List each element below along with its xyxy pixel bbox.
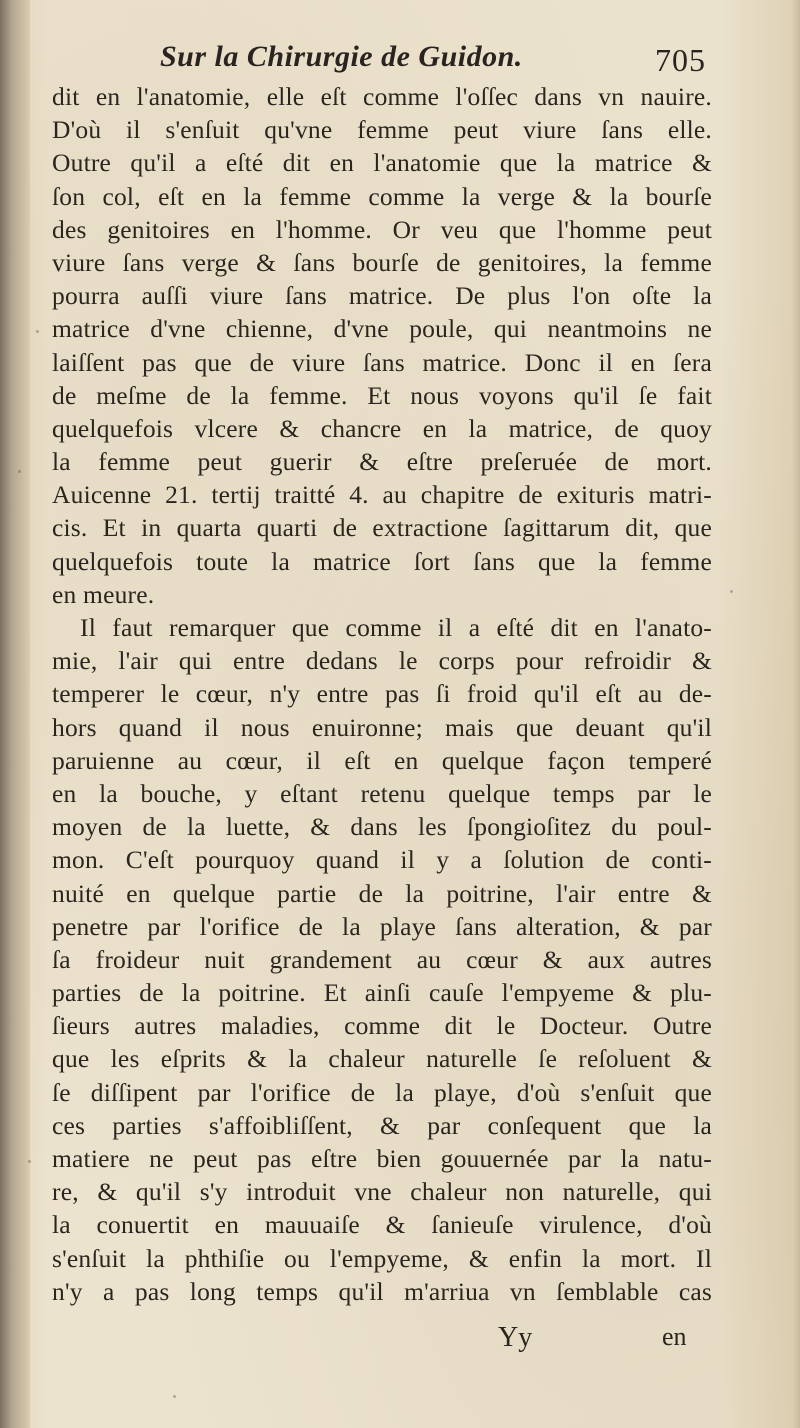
- body-text: [52, 80, 712, 1308]
- text-line: en la bouche, y eſtant retenu quelque temps par le: [52, 778, 712, 808]
- text-line: penetre par l'orifice de la playe ſans alteration, & par: [52, 911, 712, 941]
- paper-speck: [18, 470, 21, 473]
- text-line: viure ſans verge & ſans bourſe de genitoires, la femme: [52, 247, 712, 277]
- paper-speck: [36, 330, 39, 333]
- text-line: ſon col, eſt en la femme comme la verge & la bourſe: [52, 181, 712, 211]
- text-line: ſieurs autres maladies, comme dit le Docteur. Outre: [52, 1011, 712, 1041]
- text-line: en meure.: [52, 579, 155, 609]
- text-line: D'où il s'enſuit qu'vne femme peut viure ſans elle.: [52, 115, 712, 145]
- text-line: parties de la poitrine. Et ainſi cauſe l'empyeme & plu-: [52, 978, 712, 1008]
- paper-speck: [28, 1160, 31, 1163]
- text-line: mon. C'eſt pourquoy quand il y a ſolution de conti-: [52, 845, 712, 875]
- text-line: ces parties s'affoibliſſent, & par conſequent que la: [52, 1110, 712, 1140]
- text-line: que les eſprits & la chaleur naturelle ſe reſoluent &: [52, 1044, 712, 1074]
- text-line: re, & qu'il s'y introduit vne chaleur non naturelle, qui: [52, 1177, 712, 1207]
- text-line: laiſſent pas que de viure ſans matrice. Donc il en ſera: [52, 347, 712, 377]
- text-line: temperer le cœur, n'y entre pas ſi froid qu'il eſt au de-: [52, 679, 712, 709]
- text-line: mie, l'air qui entre dedans le corps pour refroidir &: [52, 646, 712, 676]
- text-line: ſe diſſipent par l'orifice de la playe, d'où s'enſuit que: [52, 1077, 712, 1107]
- text-line: des genitoires en l'homme. Or veu que l'homme peut: [52, 214, 712, 244]
- text-line: Outre qu'il a eſté dit en l'anatomie que la matrice &: [52, 148, 712, 178]
- text-line: matrice d'vne chienne, d'vne poule, qui neantmoins ne: [52, 314, 712, 344]
- text-line: Auicenne 21. tertij traitté 4. au chapitre de exituris matri-: [52, 480, 712, 510]
- paper-speck: [730, 590, 733, 593]
- page-number: 705: [655, 42, 706, 78]
- signature-mark: Yy: [498, 1322, 533, 1353]
- text-line: la femme peut guerir & eſtre preſeruée de mort.: [52, 447, 712, 477]
- text-line: s'enſuit la phthiſie ou l'empyeme, & enfin la mort. Il: [52, 1243, 712, 1273]
- text-line: quelquefois toute la matrice ſort ſans que la femme: [52, 546, 712, 576]
- text-line: moyen de la luette, & dans les ſpongioſitez du poul-: [52, 812, 712, 842]
- text-line: quelquefois vlcere & chancre en la matrice, de quoy: [52, 413, 712, 443]
- text-line: n'y a pas long temps qu'il m'arriua vn ſemblable cas: [52, 1276, 712, 1306]
- text-line: hors quand il nous enuironne; mais que deuant qu'il: [52, 712, 712, 742]
- text-line: dit en l'anatomie, elle eſt comme l'oſſec dans vn nauire.: [52, 82, 712, 111]
- text-line: matiere ne peut pas eſtre bien gouuernée par la natu-: [52, 1144, 712, 1173]
- running-head: Sur la Chirurgie de Guidon.: [160, 40, 523, 73]
- text-line: paruienne au cœur, il eſt en quelque façon temperé: [52, 745, 712, 775]
- page-edge: [792, 0, 800, 1428]
- text-line: cis. Et in quarta quarti de extractione ſagittarum dit, que: [52, 513, 712, 543]
- text-line: ſa froideur nuit grandement au cœur & aux autres: [52, 944, 712, 974]
- page-gutter-shadow: [0, 0, 30, 1428]
- paragraph-start-line: Il faut remarquer que comme il a eſté dit en l'anato-: [80, 613, 712, 642]
- paper-speck: [173, 1395, 176, 1398]
- text-line: de meſme de la femme. Et nous voyons qu'il ſe fait: [52, 380, 712, 410]
- catchword: en: [662, 1322, 687, 1351]
- text-line: la conuertit en mauuaiſe & ſanieuſe virulence, d'où: [52, 1210, 712, 1240]
- text-line: nuité en quelque partie de la poitrine, l'air entre &: [52, 878, 712, 908]
- text-line: pourra auſſi viure ſans matrice. De plus l'on oſte la: [52, 281, 712, 311]
